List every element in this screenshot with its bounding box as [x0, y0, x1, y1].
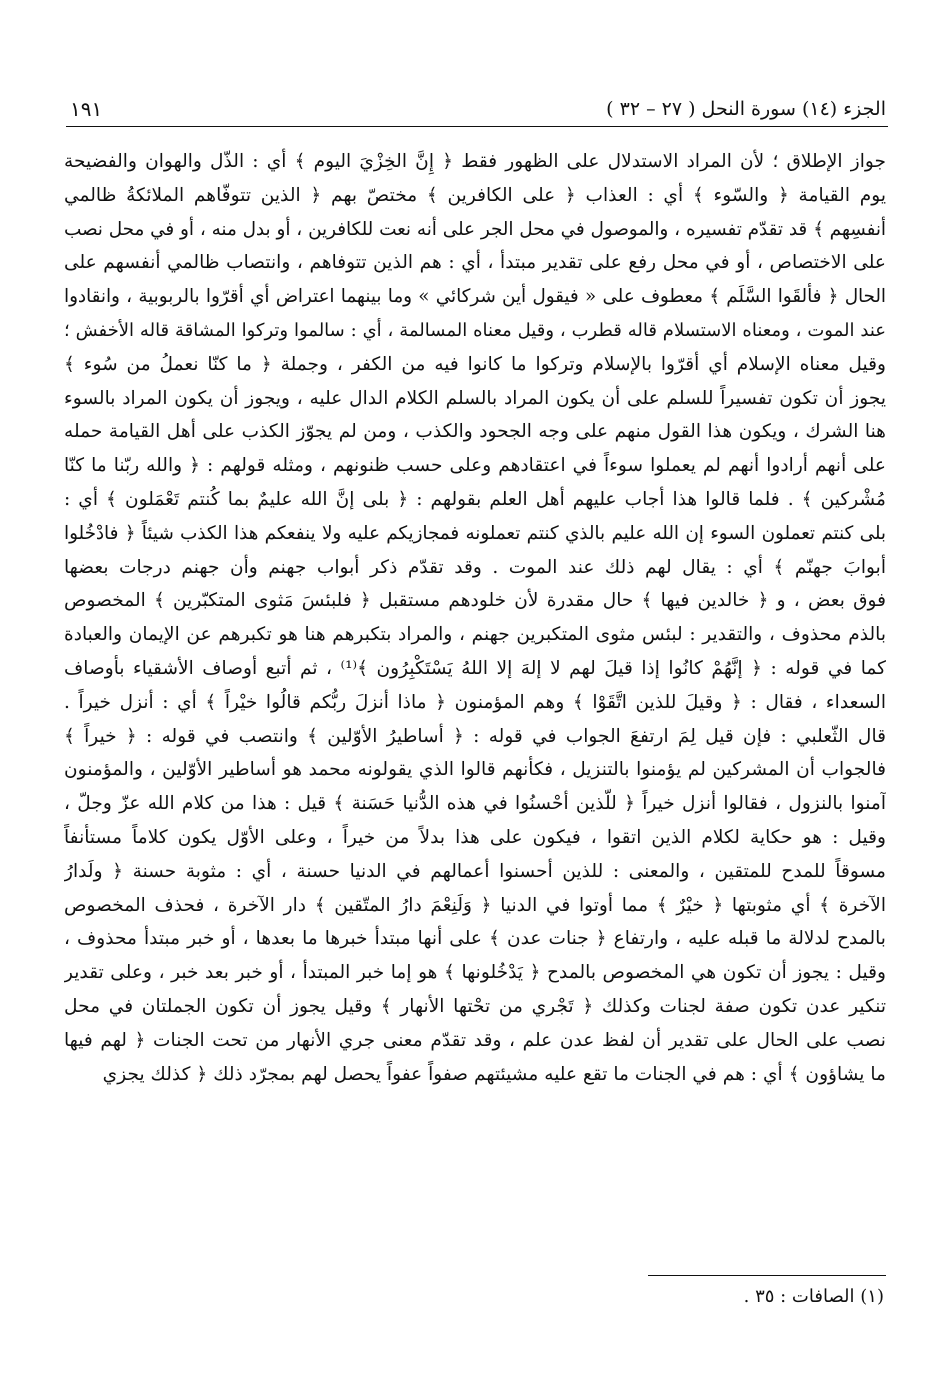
- text-line: على الاختصاص ، أو في محل رفع على تقدير مبتدأ ، أي : هم الذين تتوفاهم ، وانتصاب ظالمي أنفسهم على: [64, 252, 886, 274]
- footnote: (١) الصافات : ٣٥ .: [743, 1286, 884, 1307]
- text-line: بلى كنتم تعملون السوء إن الله عليم بالذي كنتم تعملونه فمجازيكم عليه ولا ينفعكم هذا الكذب شيئاً ﴿ فادْخُلوا: [64, 522, 886, 544]
- text-line: وقيل : هو حكاية لكلام الذين اتقوا ، فيكون على هذا بدلاً من خيراً ، وعلى الأوّل يكون كلاماً مستأنفاً: [64, 826, 886, 848]
- text-line: أبوابَ جهنّم ﴾ أي : يقال لهم ذلك عند الموت . وقد تقدّم ذكر أبواب جهنم وأن جهنم درجات بعضها: [64, 556, 886, 578]
- text-line: السعداء ، فقال : ﴿ وقيلَ للذين اتَّقَوْا ﴾ وهم المؤمنون ﴿ ماذا أنزلَ ربُّكم قالُوا خيْراً ﴾ أي : أنزل خيراً .: [64, 691, 886, 713]
- running-title: الجزء (١٤) سورة النحل ( ٢٧ – ٣٢ ): [606, 98, 886, 120]
- text-line: عند الموت ، ومعناه الاستسلام قاله قطرب ، وقيل معناه المسالمة ، أي : سالموا وتركوا المشاقة قاله الأخفش ؛: [64, 319, 886, 341]
- text-line: الحال ﴿ فألقَوا السَّلَم ﴾ معطوف على « فيقول أين شركائي » وما بينهما اعتراض أي أقرّوا بالربوبية ، وانقادوا: [64, 286, 886, 308]
- text-line: الآخرة ﴾ أي مثوبتها ﴿ خيْرٌ ﴾ مما أوتوا في الدنيا ﴿ وَلَنِعْمَ دارُ المتّقين ﴾ دار الآخرة ، فحذف المخصوص: [64, 894, 886, 916]
- text-line: أنفسِهم ﴾ قد تقدّم تفسيره ، والموصول في محل الجر على أنه نعت للكافرين ، أو بدل منه ، أو في محل نصب: [64, 218, 886, 240]
- text-line: قال الثّعلبي : فإن قيل لِمَ ارتفعَ الجواب في قوله : ﴿ أساطيرُ الأوّلين ﴾ وانتصب في قوله : ﴿ خيراً ﴾: [64, 725, 886, 747]
- header-rule: [66, 126, 888, 127]
- footnote-rule: [648, 1275, 886, 1276]
- text-line: فوق بعض ، و ﴿ خالدين فيها ﴾ حال مقدرة لأن خلودهم مستقبل ﴿ فلبئسَ مَثوى المتكبّرين ﴾ المخصوص: [64, 590, 886, 612]
- text-line: هنا الشرك ، ويكون هذا القول منهم على وجه الجحود والكذب ، ومن لم يجوّز الكذب على أهل القيامة حمله: [64, 421, 886, 443]
- text-line: جواز الإطلاق ؛ لأن المراد الاستدلال على الظهور فقط ﴿ إِنَّ الخِزْيَ اليوم ﴾ أي : الذّل والهوان والفضيحة: [64, 151, 886, 172]
- text-line: بالذم محذوف ، والتقدير : لبئس مثوى المتكبرين جهنم ، والمراد بتكبرهم هنا هو تكبرهم عن الإيمان والعبادة: [64, 624, 886, 646]
- text-line: وقيل : يجوز أن تكون هي المخصوص بالمدح ﴿ يَدْخُلونها ﴾ هو إما خبر المبتدأ ، أو خبر بعد خبر ، وعلى تقدير: [64, 962, 886, 984]
- text-line: فالجواب أن المشركين لم يؤمنوا بالتنزيل ، فكأنهم قالوا الذي يقولونه محمد هو أساطير الأوّلين ، والمؤمنون: [64, 759, 886, 781]
- text-line: وقيل معناه الإسلام أي أقرّوا بالإسلام وتركوا ما كانوا فيه من الكفر ، وجملة ﴿ ما كنّا نعملُ من سُوء ﴾: [64, 353, 886, 375]
- page-header: [70, 92, 886, 126]
- text-line: يوم القيامة ﴿ والسّوء ﴾ أي : العذاب ﴿ على الكافرين ﴾ مختصّ بهم ﴿ الذين تتوفّاهم الملائكةُ ظالمي: [64, 184, 886, 206]
- text-line: كما في قوله : ﴿ إنَّهُمْ كانُوا إذا قيلَ لهم لا إلهَ إلا اللهُ يَسْتَكْبِرُون ﴾⁽¹⁾ ، ثم أتبع أوصاف الأشقياء بأوصاف: [64, 657, 886, 679]
- text-line: نصب على الحال على تقدير أن لفظ عدن علم ، وقد تقدّم معنى جري الأنهار من تحت الجنات ﴿ لهم فيها: [64, 1029, 886, 1051]
- text-line: ما يشاؤون ﴾ أي : هم في الجنات ما تقع عليه مشيئتهم صفواً عفواً يحصل لهم بمجرّد ذلك ﴿ كذلك يجزي: [102, 1063, 886, 1085]
- text-line: على أنهم أرادوا أنهم لم يعملوا سوءاً في اعتقادهم وعلى حسب ظنونهم ، ومثله قولهم : ﴿ والله ربّنا ما كنّا: [64, 455, 886, 477]
- text-line: بالمدح لدلالة ما قبله عليه ، وارتفاع ﴿ جنات عدن ﴾ على أنها مبتدأ خبرها ما بعدها ، أو خبر مبتدأ محذوف ،: [64, 928, 886, 950]
- page-number: ١٩١: [70, 97, 103, 121]
- body-text: [64, 145, 886, 1091]
- text-line: مُشْركين ﴾ . فلما قالوا هذا أجاب عليهم أهل العلم بقولهم : ﴿ بلى إنَّ الله عليمٌ بما كُنتم تَعْمَلون ﴾ أي :: [64, 488, 886, 510]
- text-line: آمنوا بالنزول ، فقالوا أنزل خيراً ﴿ للّذين أحْسنُوا في هذه الدُّنيا حَسَنة ﴾ قيل : هذا من كلام الله عزّ وجلّ ،: [64, 793, 886, 815]
- text-line: مسوقاً للمدح للمتقين ، والمعنى : للذين أحسنوا أعمالهم في الدنيا حسنة ، أي : مثوبة حسنة ﴿ ولَدارُ: [64, 860, 886, 882]
- text-line: تنكير عدن تكون صفة لجنات وكذلك ﴿ تَجْري من تحْتها الأنهار ﴾ وقيل يجوز أن تكون الجملتان في محل: [64, 995, 886, 1017]
- text-line: يجوز أن تكون تفسيراً للسلم على أن يكون المراد بالسلم الكلام الدال عليه ، ويجوز أن يكون المراد بالسوء: [64, 387, 886, 409]
